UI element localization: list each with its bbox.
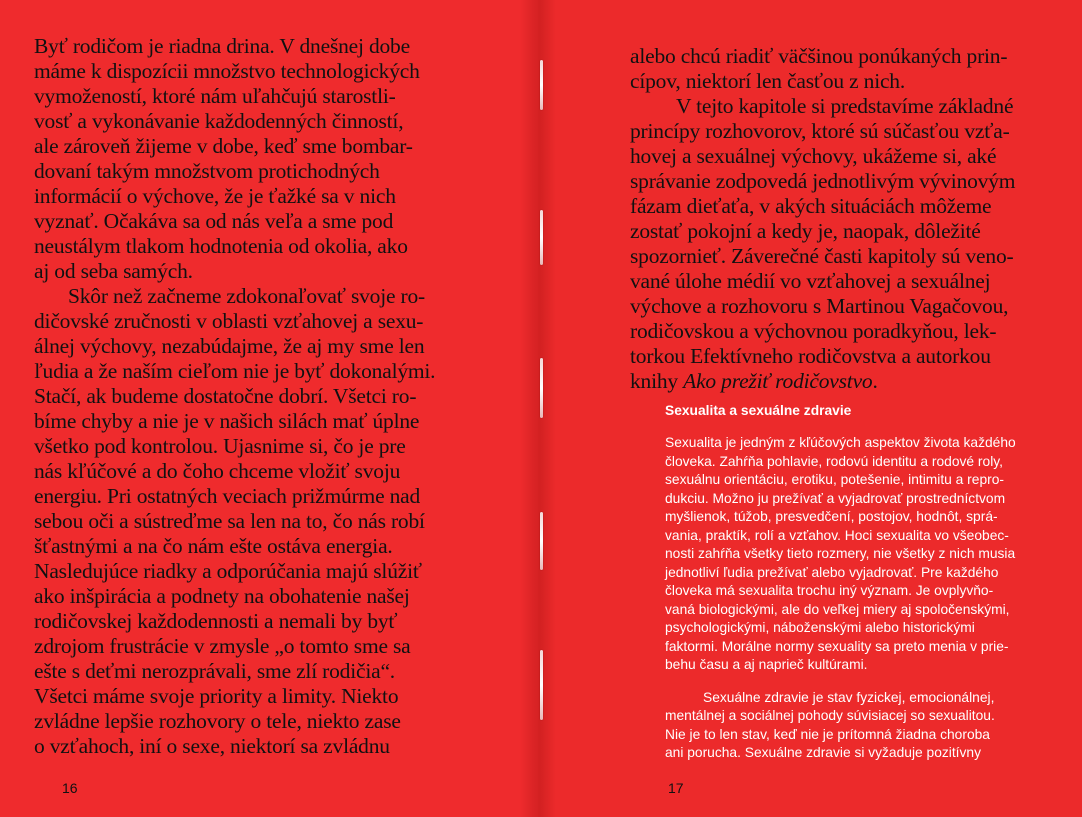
paragraph <box>630 44 1060 94</box>
text-line: neustálym tlakom hodnotenia od okolia, ako <box>34 234 408 258</box>
text-line: jednotliví ľudia prežívať alebo vyjadrovať. Pre každého <box>665 564 999 580</box>
text-line: hovej a sexuálnej výchovy, ukážeme si, aké <box>630 144 997 168</box>
text-line: mentálnej a sociálnej pohody súvisiacej so sexualitou. <box>665 708 995 724</box>
binding-stitch <box>540 512 543 570</box>
text-line: vosť a vykonávanie každodenných činností, <box>34 109 404 133</box>
paragraph <box>34 34 524 284</box>
text-line: zdrojom frustrácie v zmysle „o tomto sme sa <box>34 634 411 658</box>
text-line: Nie je to len stav, keď nie je prítomná žiadna choroba <box>665 726 990 742</box>
text-line <box>630 369 1060 394</box>
text-line: ľudia a že naším cieľom nie je byť dokonalými. <box>34 359 436 383</box>
text-line: alebo chcú riadiť väčšinou ponúkaných prin- <box>630 44 1008 68</box>
binding-stitch <box>540 60 543 110</box>
text-line: vyznať. Očakáva sa od nás veľa a sme pod <box>34 209 394 233</box>
text-line: dukciu. Možno ju prežívať a vyjadrovať prostredníctvom <box>665 490 1006 506</box>
text-line: rodičovskou a výchovnou poradkyňou, lek- <box>630 319 997 343</box>
sidebar-title: Sexualita a sexuálne zdravie <box>665 403 852 418</box>
text-line: spozornieť. Záverečné časti kapitoly sú veno- <box>630 244 1014 268</box>
text-line: Byť rodičom je riadna drina. V dnešnej dobe <box>34 34 410 58</box>
text-line: výchove a rozhovoru s Martinou Vagačovou, <box>630 294 1009 318</box>
text-line: álnej výchovy, nezabúdajme, že aj my sme len <box>34 334 425 358</box>
text-line: zostať pokojní a kedy je, naopak, dôležité <box>630 219 981 243</box>
text-line: V tejto kapitole si predstavíme základné <box>676 94 1014 118</box>
text-line: dičovské zručnosti v oblasti vzťahovej a sexu- <box>34 309 424 333</box>
text-line: informácií o výchove, že je ťažké sa v nich <box>34 184 396 208</box>
text-line: vymožeností, ktoré nám uľahčujú starostli- <box>34 84 396 108</box>
text-line: nás kľúčové a do čoho chceme vložiť svoju <box>34 459 401 483</box>
paragraph <box>630 94 1060 394</box>
paragraph <box>665 689 1065 763</box>
text-line: vané úlohe médií vo vzťahovej a sexuálnej <box>630 269 991 293</box>
text-line: myšlienok, túžob, presvedčení, postojov, hodnôt, sprá- <box>665 509 998 525</box>
text-line: behu času a aj naprieč kultúrami. <box>665 657 868 673</box>
text-line: Sexualita je jedným z kľúčových aspektov života každého <box>665 435 1016 451</box>
text-line: ani porucha. Sexuálne zdravie si vyžaduje pozitívny <box>665 745 981 761</box>
text-line: cípov, niektorí len časťou z nich. <box>630 69 906 93</box>
left-page-body-text <box>34 34 524 759</box>
text-line: ale zároveň žijeme v dobe, keď sme bombar- <box>34 134 413 158</box>
text-line: o vzťahoch, iní o sexe, niektorí sa zvládnu <box>34 734 390 758</box>
text-line: šťastnými a na čo nám ešte ostáva energia. <box>34 534 393 558</box>
text-line: psychologickými, náboženskými alebo historickými <box>665 620 975 636</box>
text-line: aj od seba samých. <box>34 259 193 283</box>
text-line: Všetci máme svoje priority a limity. Niekto <box>34 684 399 708</box>
text-line: Stačí, ak budeme dostatočne dobrí. Všetci ro- <box>34 384 417 408</box>
paragraph <box>34 284 524 759</box>
sidebar-box <box>665 402 1065 776</box>
binding-stitch <box>540 210 543 265</box>
text-line: máme k dispozícii množstvo technologických <box>34 59 420 83</box>
text-line: sexuálnu orientáciu, erotiku, potešenie, intimitu a repro- <box>665 472 1004 488</box>
text-line: človeka má sexualita trochu iný význam. Je ovplyvňo- <box>665 583 994 599</box>
text-line: ešte s deťmi nerozprávali, sme zlí rodičia“. <box>34 659 395 683</box>
text-line: sebou oči a sústreďme sa len na to, čo nás robí <box>34 509 425 533</box>
text-line: fázam dieťaťa, v akých situáciách môžeme <box>630 194 992 218</box>
text-line: torkou Efektívneho rodičovstva a autorkou <box>630 344 991 368</box>
text-line: vaná biologickými, ale do veľkej miery aj spoločenskými, <box>665 601 1010 617</box>
page-number-right: 17 <box>668 780 684 796</box>
text-line: faktormi. Morálne normy sexuality sa preto menia v prie- <box>665 638 1009 654</box>
text-line: energiu. Pri ostatných veciach prižmúrme nad <box>34 484 421 508</box>
text-line: rodičovskej každodennosti a nemali by byť <box>34 609 398 633</box>
binding-gutter <box>520 0 556 817</box>
text-line: ako inšpirácia a podnety na obohatenie našej <box>34 584 410 608</box>
text-line: správanie zodpovedá jednotlivým vývinovým <box>630 169 1016 193</box>
paragraph <box>665 434 1065 675</box>
text-fragment: . <box>872 369 878 393</box>
text-line: princípy rozhovorov, ktoré sú súčasťou vzťa- <box>630 119 1010 143</box>
right-page-body-text <box>630 44 1060 394</box>
text-line: vania, praktík, rolí a vzťahov. Hoci sexualita vo všeobec- <box>665 527 1009 543</box>
text-line: Nasledujúce riadky a odporúčania majú slúžiť <box>34 559 422 583</box>
sidebar-body <box>665 434 1065 762</box>
text-line: nosti zahŕňa všetky tieto rozmery, nie všetky z nich musia <box>665 546 1016 562</box>
book-title: Ako prežiť rodičovstvo <box>683 369 873 393</box>
text-line: človeka. Zahŕňa pohlavie, rodovú identitu a rodové roly, <box>665 453 1003 469</box>
text-line: Skôr než začneme zdokonaľovať svoje ro- <box>68 284 425 308</box>
text-line: zvládne lepšie rozhovory o tele, niekto zase <box>34 709 401 733</box>
text-fragment: knihy <box>630 369 684 393</box>
page-number-left: 16 <box>62 780 78 796</box>
binding-stitch <box>540 650 543 720</box>
text-line: všetko pod kontrolou. Ujasnime si, čo je pre <box>34 434 406 458</box>
binding-stitch <box>540 358 543 418</box>
text-line: dovaní takým množstvom protichodných <box>34 159 380 183</box>
text-line: bíme chyby a nie je v našich silách mať úplne <box>34 409 420 433</box>
text-line: Sexuálne zdravie je stav fyzickej, emocionálnej, <box>703 689 995 705</box>
